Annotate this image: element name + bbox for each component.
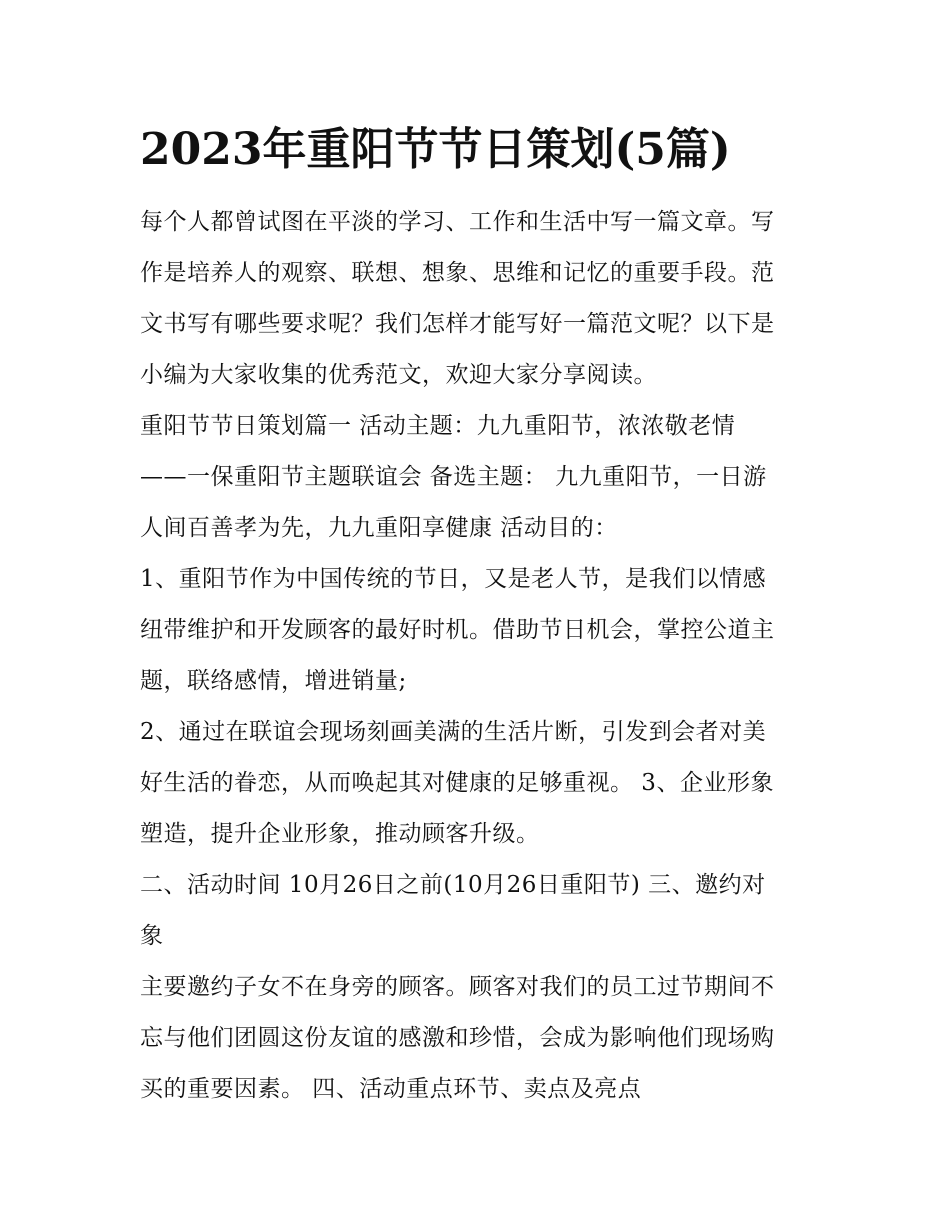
body-line: 人间百善孝为先，九九重阳享健康 活动目的： bbox=[140, 515, 618, 541]
body-line: 象 bbox=[140, 923, 164, 949]
body-line: 1、重阳节作为中国传统的节日，又是老人节，是我们以情感 bbox=[140, 566, 767, 592]
body-line: 2、通过在联谊会现场刻画美满的生活片断，引发到会者对美 bbox=[140, 719, 767, 745]
body-line: 二、活动时间 10月26日之前(10月26日重阳节) 三、邀约对 bbox=[140, 872, 766, 898]
body-line: 重阳节节日策划篇一 活动主题：九九重阳节，浓浓敬老情 bbox=[140, 413, 736, 439]
body-line: 小编为大家收集的优秀范文，欢迎大家分享阅读。 bbox=[140, 362, 657, 388]
body-line: 纽带维护和开发顾客的最好时机。借助节日机会，掌控公道主 bbox=[140, 617, 775, 643]
body-line: 文书写有哪些要求呢？我们怎样才能写好一篇范文呢？以下是 bbox=[140, 311, 775, 337]
body-line: 买的重要因素。 四、活动重点环节、卖点及亮点 bbox=[140, 1076, 642, 1102]
body-line: ——一保重阳节主题联谊会 备选主题： 九九重阳节，一日游 bbox=[140, 464, 767, 490]
document-title: 2023年重阳节节日策划(5篇) bbox=[140, 124, 731, 175]
body-line: 作是培养人的观察、联想、想象、思维和记忆的重要手段。范 bbox=[140, 260, 775, 286]
body-line: 忘与他们团圆这份友谊的感激和珍惜，会成为影响他们现场购 bbox=[140, 1025, 775, 1051]
body-line: 塑造，提升企业形象，推动顾客升级。 bbox=[140, 821, 540, 847]
body-line: 题，联络感情，增进销量; bbox=[140, 668, 407, 694]
body-line: 每个人都曾试图在平淡的学习、工作和生活中写一篇文章。写 bbox=[140, 209, 775, 235]
body-line: 主要邀约子女不在身旁的顾客。顾客对我们的员工过节期间不 bbox=[140, 974, 775, 1000]
body-line: 好生活的眷恋，从而唤起其对健康的足够重视。 3、企业形象 bbox=[140, 770, 774, 796]
